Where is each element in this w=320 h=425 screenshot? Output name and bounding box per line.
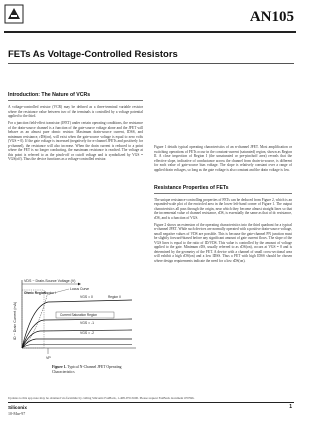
vgs-0-label: VGS = 0 [80,295,93,299]
intro-paragraph-1: A voltage-controlled resistor (VCR) may be defined as a three-terminal variable resistor where the resistance value between two of the terminals is controlled by a voltage potential applied to the third. [8,105,143,118]
vgs-minus-1-label: VGS = -1 [80,321,95,325]
page-number: 1 [289,404,292,410]
header-rule [4,31,296,33]
footnote: Updates to this app note may be obtained via facsimile by calling Siliconix FaxBack, 1-408-970-5600. Please request FaxBack document #70596. [8,396,195,400]
resistance-heading: Resistance Properties of FETs [154,184,229,191]
company-name: Siliconix [8,405,27,410]
vgs-minus-2-label: VGS = -2 [80,331,95,335]
vds-axis-label: VDS − Drain-Source Voltage (V) [24,279,76,283]
title-rule [8,63,294,64]
left-column [8,92,143,164]
document-date: 10-Mar-97 [8,411,26,416]
intro-paragraph-2: For a junction field-effect transistor (JFET) under certain operating conditions, the resistance of the drain-source channel is a function of the gate-source voltage alone and the JFET will behave as an almost pure ohmic resistor. Maximum drain-source current, IDSS, and minimum resistance, rDS(on), will exist when the gate-source voltage is equal to zero volts (VGS = 0). If the gate voltage is increased (negatively for n-channel JFETs and positively for p-channel), the resistance will also increase. When the drain current is reduced to a point where the FET is no longer conducting, the maximum resistance is reached. The voltage at this point is referred to as the pinch-off or cutoff voltage and is symbolized by VGS = VGS(off). Thus the device functions as a voltage-controlled resistor. [8,121,143,161]
figure-1-caption-text: Typical N-Channel JFET Operating Characteristics [52,365,122,374]
footer-rule [8,402,294,403]
siliconix-logo-icon [4,4,24,24]
vp-label: VP [46,356,51,360]
right-column [154,145,292,266]
locus-curve-label: Locus Curve [70,287,90,291]
current-saturation-label: Current Saturation Region [60,313,98,318]
curve-vgs-0 [22,300,132,348]
app-note-number: AN105 [249,9,294,25]
curve-vgs-minus-1 [22,319,132,348]
region-1-label: Region I [44,291,56,295]
right-paragraph-2: The unique resistance-controlling properties of FETs can be deduced from Figure 2, which is an expanded-scale plot of the encircled area in the lower left-hand corner of Figure 1. The output characteristics all pass through the origin, near which they become almost straight lines so that the incremental value of channel resistance, rDS, is essentially the same as that of dc resistance, rDS, and is a function of VGS. [154,197,292,220]
right-paragraph-1: Figure 1 details typical operating characteristics of an n-channel JFET. Most amplification or switching operations of FETs occur in the constant-current (saturated) region, shown as Region II. A close inspection of Region I (the unsaturated or pre-pinchoff area) reveals that the effective slope, indicative of conductance across the channel from drain-to-source, is different for each value of gate-source bias voltage. The slope is relatively constant over a range of applied drain voltages, so long as the gate voltage is also constant and the drain voltage is low. [154,145,292,172]
page-header [0,0,300,36]
figure-1-jfet-characteristics [8,276,143,362]
intro-heading: Introduction: The Nature of VCRs [8,92,91,98]
vds-arrow-head [78,283,81,286]
page-title: FETs As Voltage-Controlled Resistors [8,49,178,60]
id-axis-label: ID − Drain Current (mA) [13,301,17,340]
right-paragraph-3: Figure 2 shows an extension of the operating characteristics into the third quadrant for a typical n-channel JFET. While such devices are normally operated with a positive drain-source voltage, small negative values of VDS are possible. This is because the gate-channel PN junction must be slightly forward-biased before any significant amount of gate current flows. The slope of the VGS lines is equal to the ratio of ID/VDS. This value is controlled by the amount of voltage applied to the gate. Minimum rDS, usually referred to as rDS(on), occurs at VGS = 0 and is determined by the geometry of the FET. A device with a channel of small cross-sectional area will exhibit a high rDS(on) and a low IDSS. Thus a FET with high IDSS should be chosen where design requirements indicate the need for a low rDS(on). [154,222,292,263]
figure-1-caption-number: Figure 1. [52,365,67,369]
curve-vgs-minus-3 [22,339,132,348]
region-2-label: Region II [108,295,121,299]
figure-1-caption [52,365,122,375]
ohmic-region-label: Ohmic Region [24,291,46,295]
curve-vgs-minus-4 [22,345,132,349]
